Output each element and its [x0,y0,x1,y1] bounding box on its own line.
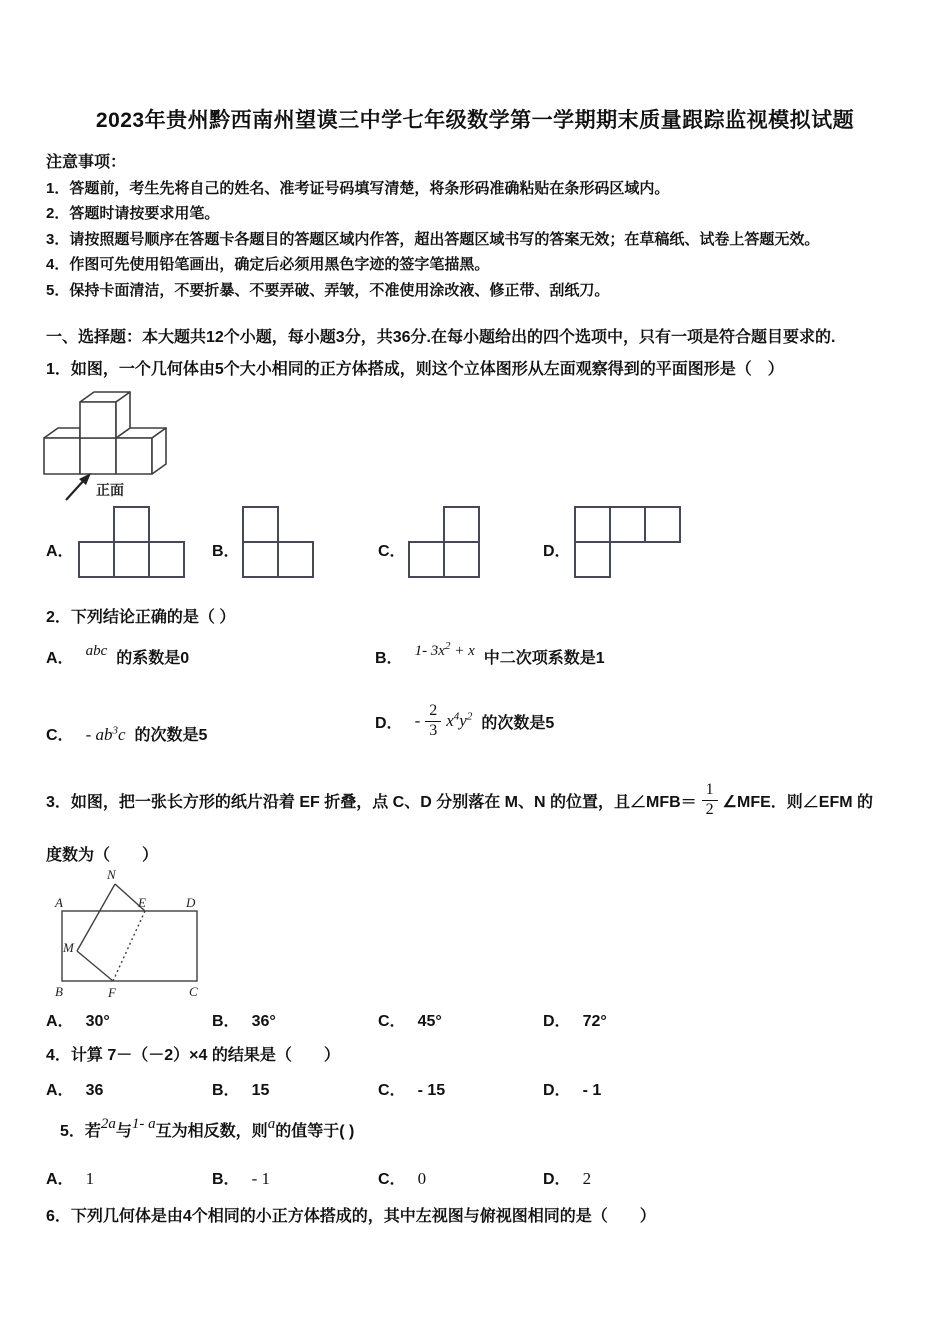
exam-title: 2023年贵州黔西南州望谟三中学七年级数学第一学期期末质量跟踪监视模拟试题 [95,109,855,132]
q2-option-d-monomial: $x^4y^2$ [446,710,473,730]
q2-option-d-text: 的次数是5 [481,714,555,732]
question-1-text: 1．如图，一个几何体由5个大小相同的正方体搭成，则这个立体图形从左面观察得到的平面图形是（ ） [46,361,784,378]
q1-option-b-label: B． [212,543,240,560]
q2-option-b [375,640,605,668]
q2-option-b-text: 中二次项系数是1 [483,650,605,667]
q5-formula-1: 2a [100,1116,116,1132]
q2-option-c-formula: - $ab^3c$ [85,724,126,744]
q2-option-a-text: 的系数是0 [116,650,190,667]
q2-option-a [46,645,189,668]
q1-option-d-label: D． [543,543,571,560]
q3-option-c: C． 45° [378,1013,442,1030]
q3-option-b: B． 36° [212,1013,276,1030]
q3-fold-figure [50,866,225,1006]
question-6-text: 6．下列几何体是由4个相同的小正方体搭成的，其中左视图与俯视图相同的是（ ） [46,1208,656,1225]
q2-option-a-formula: abc [85,643,108,659]
q3-fig-label-N: N [107,867,116,882]
question-2-text: 2．下列结论正确的是（ ） [46,609,236,626]
q1-option-d-figure [572,505,684,583]
q3-option-d: D． 72° [543,1013,607,1030]
question-4-text: 4．计算 7－（－2）×4 的结果是（ ） [46,1047,340,1064]
q1-option-a-label: A． [46,543,74,560]
q4-option-a: A． 36 [46,1082,104,1099]
q2-option-b-label: B． [375,650,403,667]
q4-option-d: D． - 1 [543,1082,602,1099]
notice-item-4: 4．作图可先使用铅笔画出，确定后必须用黑色字迹的签字笔描黑。 [46,256,490,273]
q3-text-part2: ∠MFE．则∠EFM 的 [722,793,874,811]
q2-option-b-formula: 1- $3x^2 + x$ [414,640,475,659]
q3-fig-label-C: C [189,984,198,999]
q3-fig-label-D: D [186,895,196,910]
j-shape-figure [572,505,684,583]
q3-fig-label-A: A [55,895,63,910]
q2-option-d-label: D． [375,714,403,732]
rectangle-fold-figure [50,866,225,1006]
q1-option-c-label: C． [378,543,406,560]
q1-option-c-figure [406,505,484,583]
q5-option-b: B． - 1 [212,1169,270,1188]
q2-option-c-text: 的次数是5 [134,727,208,744]
q3-fig-label-F: F [108,985,116,1000]
q1-option-a-figure [76,505,188,583]
q5-option-d: D． 2 [543,1169,592,1188]
q4-option-b: B． 15 [212,1082,270,1099]
notice-heading: 注意事项： [46,154,127,171]
q3-fig-label-E: E [138,895,146,910]
q3-fig-label-B: B [55,984,63,999]
q3-fig-label-M: M [63,940,74,955]
front-direction-arrow [66,473,91,500]
q5-formula-2: 1- a [131,1116,156,1132]
q3-text-part1: 3．如图，把一张长方形的纸片沿着 EF 折叠，点 C、D 分别落在 M、N 的位置，且∠MFB＝ [46,793,697,811]
front-label: 正面 [96,482,124,498]
q5-text-part1: 5．若 [60,1123,101,1140]
q2-option-d [375,692,554,750]
q2-option-c-label: C． [46,727,74,744]
cubes-3d-figure [36,378,206,508]
question-3-text-line2: 度数为（ ） [46,847,159,864]
q3-option-a: A． 30° [46,1013,110,1030]
q3-fraction: $\frac{1}{2}$ [702,782,718,819]
q5-text-part3: 互为相反数，则 [155,1123,268,1140]
notice-item-1: 1．答题前，考生先将自己的姓名、准考证号码填写清楚，将条形码准确粘贴在条形码区域内。 [46,180,670,197]
section-1-heading: 一、选择题：本大题共12个小题，每小题3分，共36分.在每小题给出的四个选项中，只有一项是符合题目要求的. [46,329,836,346]
question-5-text [60,1118,354,1141]
q5-text-part2: 与 [115,1123,132,1140]
question-3-text-line1 [46,778,873,822]
t-shape-figure [76,505,188,583]
q5-formula-3: a [267,1116,276,1132]
notice-item-5: 5．保持卡面清洁，不要折暴、不要弄破、弄皱，不准使用涂改液、修正带、刮纸刀。 [46,282,610,299]
l-shape-figure [240,505,318,583]
notice-item-3: 3．请按照题号顺序在答题卡各题目的答题区域内作答，超出答题区域书写的答案无效；在草稿纸、试卷上答题无效。 [46,231,820,248]
mirrored-l-shape-figure [406,505,484,583]
q2-option-d-minus: - [414,711,421,730]
q2-option-d-fraction: $\frac{2}{3}$ [425,703,441,740]
q4-option-c: C． - 15 [378,1082,446,1099]
q1-option-b-figure [240,505,318,583]
q2-option-c [46,722,207,745]
q1-cube-figure [36,378,206,508]
q2-option-a-label: A． [46,650,74,667]
notice-item-2: 2．答题时请按要求用笔。 [46,205,220,222]
q5-option-a: A． 1 [46,1169,95,1188]
q5-option-c: C． 0 [378,1169,427,1188]
q5-text-part4: 的值等于( ) [275,1123,355,1140]
